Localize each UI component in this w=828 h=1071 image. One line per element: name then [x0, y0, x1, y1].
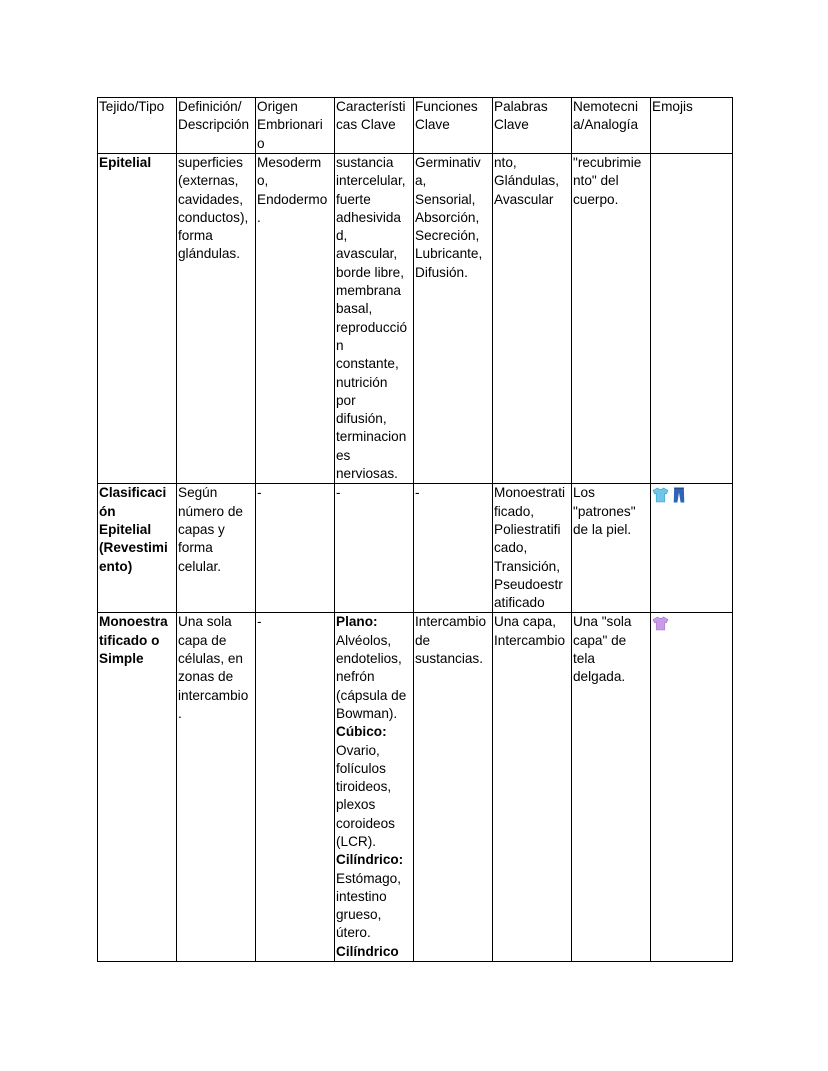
- text-line: útero.: [336, 925, 371, 941]
- text-line: Característi: [336, 99, 406, 114]
- cilindrico-label: [336, 851, 413, 869]
- text-line: cas Clave: [336, 117, 396, 133]
- header-cell-caracteristicas: [335, 98, 414, 154]
- text-line: -: [415, 485, 420, 501]
- definicion-text: [178, 613, 255, 723]
- text-line: terminacion: [336, 429, 407, 445]
- palabras-text: [494, 484, 571, 612]
- text-line: Una sola: [178, 614, 232, 630]
- text-line: n: [336, 337, 344, 353]
- text-line: capa" de: [573, 632, 627, 648]
- funciones-text: [415, 154, 492, 282]
- nemotecnia-text: [573, 154, 650, 209]
- text-line: Intercambio: [415, 614, 487, 630]
- text-line: capas y: [178, 521, 225, 537]
- text-line: cado,: [494, 540, 528, 556]
- header-cell-emojis: [651, 98, 733, 154]
- text-line: es: [336, 447, 351, 463]
- header-tipo-text: [99, 98, 176, 116]
- text-line: "recubrimie: [573, 155, 642, 170]
- text-line: cuerpo.: [573, 191, 619, 207]
- text-line: de la piel.: [573, 521, 632, 537]
- caracteristicas-text: [336, 154, 413, 483]
- header-cell-nemotecnia: [572, 98, 651, 154]
- text-line: grueso,: [336, 907, 382, 923]
- text-line: celular.: [178, 558, 222, 574]
- text-line: número de: [178, 503, 243, 519]
- cell-nemotecnia: [572, 484, 651, 613]
- text-line: ficado,: [494, 503, 535, 519]
- text-line: (externas,: [178, 173, 239, 189]
- text-line: atificado: [494, 595, 545, 611]
- cell-origen: [256, 154, 335, 484]
- text-line: Transición,: [494, 558, 560, 574]
- row-title-epitelial: [99, 154, 176, 172]
- text-line: .: [178, 705, 182, 721]
- tshirt-icon: [652, 616, 669, 636]
- table-row-epitelial: [98, 154, 733, 484]
- header-cell-definicion: [177, 98, 256, 154]
- text-line: Epitelial: [99, 521, 152, 537]
- text-line: Secreción,: [415, 228, 480, 244]
- text-line: superficies: [178, 155, 243, 170]
- text-line: Germinativ: [415, 155, 481, 170]
- cell-tipo: [98, 484, 177, 613]
- text-line: células, en: [178, 651, 243, 667]
- text-line: Una capa,: [494, 614, 556, 630]
- funciones-text: [415, 484, 492, 502]
- header-definicion-text: [178, 98, 255, 135]
- text-line: capa de: [178, 632, 227, 648]
- text-line: d,: [336, 228, 348, 244]
- cell-caracteristicas: [335, 484, 414, 613]
- text-line: Palabras: [494, 99, 548, 114]
- cell-emojis: [651, 613, 733, 962]
- text-line: Alvéolos,: [336, 632, 392, 648]
- text-line: Lubricante,: [415, 246, 483, 262]
- text-line: intestino: [336, 888, 387, 904]
- text-line: Difusión.: [415, 264, 468, 280]
- text-line: fuerte: [336, 191, 371, 207]
- cell-origen: [256, 613, 335, 962]
- text-line: constante,: [336, 356, 399, 372]
- cubico-label: [336, 723, 413, 741]
- text-line: Poliestratifi: [494, 521, 561, 537]
- jeans-icon: [673, 487, 685, 508]
- text-line: Funciones: [415, 99, 478, 114]
- text-line: Avascular: [494, 191, 554, 207]
- text-line: Tejido/Tipo: [99, 99, 165, 114]
- text-line: Emojis: [652, 99, 693, 114]
- text-line: Endodermo: [257, 191, 328, 207]
- text-line: avascular,: [336, 246, 398, 262]
- origen-text: [257, 154, 334, 227]
- cell-tipo: [98, 613, 177, 962]
- shirt-icon: [652, 487, 669, 508]
- table-row-monoestratificado: [98, 613, 733, 962]
- text-line: Embrionari: [257, 117, 323, 133]
- notes-table: [97, 97, 733, 962]
- text-line: tificado o: [99, 632, 160, 648]
- text-line: reproducció: [336, 319, 408, 335]
- text-line: sustancias.: [415, 651, 484, 667]
- text-line: (LCR).: [336, 833, 377, 849]
- text-line: cavidades,: [178, 191, 243, 207]
- header-cell-origen: [256, 98, 335, 154]
- cell-palabras: [493, 484, 572, 613]
- header-cell-palabras: [493, 98, 572, 154]
- header-origen-text: [257, 98, 334, 153]
- nemotecnia-text: [573, 484, 650, 539]
- palabras-text: [494, 613, 571, 650]
- cell-definicion: [177, 484, 256, 613]
- text-line: Nemotecni: [573, 99, 638, 114]
- text-line: conductos),: [178, 209, 249, 225]
- text-line: plexos: [336, 797, 376, 813]
- text-line: basal,: [336, 301, 373, 317]
- text-line: zonas de: [178, 669, 234, 685]
- origen-text: [257, 613, 334, 631]
- text-line: Monoestrati: [494, 485, 566, 501]
- cilindrico-text: [336, 870, 413, 943]
- text-line: folículos: [336, 760, 386, 776]
- nemotecnia-text: [573, 613, 650, 686]
- text-line: intercelular,: [336, 173, 406, 189]
- text-line: Estómago,: [336, 870, 401, 886]
- header-nemotecnia-text: [573, 98, 650, 135]
- text-line: Cúbico:: [336, 724, 387, 740]
- row-title-clasificacion: [99, 484, 176, 575]
- text-line: forma: [178, 228, 213, 244]
- text-line: (Revestimi: [99, 540, 168, 556]
- text-line: -: [336, 485, 341, 501]
- header-cell-funciones: [414, 98, 493, 154]
- plano-label: [336, 613, 413, 631]
- header-funciones-text: [415, 98, 492, 135]
- text-line: ón: [99, 503, 116, 519]
- text-line: adhesivida: [336, 209, 401, 225]
- cell-nemotecnia: [572, 154, 651, 484]
- cell-funciones: [414, 613, 493, 962]
- definicion-text: [178, 484, 255, 575]
- text-line: Epitelial: [99, 155, 152, 170]
- text-line: Definición/: [178, 99, 242, 114]
- text-line: tela: [573, 651, 595, 667]
- text-line: Origen: [257, 99, 298, 114]
- text-line: nefrón: [336, 669, 375, 685]
- text-line: Monoestra: [99, 614, 168, 630]
- cell-definicion: [177, 613, 256, 962]
- text-line: Glándulas,: [494, 173, 559, 189]
- text-line: (cápsula de: [336, 687, 407, 703]
- text-line: Plano:: [336, 614, 378, 630]
- text-line: Clave: [415, 117, 450, 133]
- text-line: Clave: [494, 117, 529, 133]
- text-line: sustancia: [336, 155, 394, 170]
- cell-origen: [256, 484, 335, 613]
- cell-nemotecnia: [572, 613, 651, 962]
- text-line: Clasificaci: [99, 485, 167, 501]
- cubico-text: [336, 742, 413, 852]
- text-line: Según: [178, 485, 218, 501]
- text-line: de: [415, 632, 431, 648]
- text-line: Descripción: [178, 117, 250, 133]
- cell-funciones: [414, 154, 493, 484]
- text-line: ento): [99, 558, 133, 574]
- text-line: o,: [257, 173, 269, 189]
- text-line: nto,: [494, 155, 517, 170]
- text-line: Cilíndrico:: [336, 852, 404, 868]
- text-line: -: [257, 614, 262, 630]
- cell-caracteristicas: [335, 613, 414, 962]
- text-line: Simple: [99, 651, 144, 667]
- definicion-text: [178, 154, 255, 264]
- text-line: difusión,: [336, 411, 387, 427]
- text-line: a,: [415, 173, 427, 189]
- cell-tipo: [98, 154, 177, 484]
- text-line: .: [257, 209, 261, 225]
- cilindrico-second-label: [336, 943, 413, 961]
- text-line: Cilíndrico: [336, 943, 399, 959]
- text-line: nutrición: [336, 374, 388, 390]
- cell-emojis: [651, 154, 733, 484]
- text-line: Ovario,: [336, 742, 380, 758]
- text-line: Intercambio: [494, 632, 566, 648]
- origen-text: [257, 484, 334, 502]
- cell-palabras: [493, 613, 572, 962]
- text-line: Los: [573, 485, 595, 501]
- cell-caracteristicas: [335, 154, 414, 484]
- text-line: tiroideos,: [336, 779, 392, 795]
- header-emojis-text: [652, 98, 732, 116]
- cell-funciones: [414, 484, 493, 613]
- text-line: intercambio: [178, 687, 249, 703]
- row-title-monoestratificado: [99, 613, 176, 668]
- cell-definicion: [177, 154, 256, 484]
- text-line: Pseudoestr: [494, 576, 563, 592]
- cell-emojis: [651, 484, 733, 613]
- text-line: nerviosas.: [336, 466, 398, 482]
- text-line: Mesoderm: [257, 155, 322, 170]
- palabras-text: [494, 154, 571, 209]
- funciones-text: [415, 613, 492, 668]
- text-line: Sensorial,: [415, 191, 476, 207]
- text-line: Absorción,: [415, 209, 480, 225]
- header-cell-tipo: [98, 98, 177, 154]
- text-line: por: [336, 392, 356, 408]
- text-line: delgada.: [573, 669, 626, 685]
- text-line: membrana: [336, 283, 401, 299]
- header-palabras-text: [494, 98, 571, 135]
- text-line: endotelios,: [336, 651, 402, 667]
- cell-palabras: [493, 154, 572, 484]
- header-caracteristicas-text: [336, 98, 413, 135]
- text-line: forma: [178, 540, 213, 556]
- text-line: "patrones": [573, 503, 636, 519]
- header-row: [98, 98, 733, 154]
- plano-text: [336, 632, 413, 723]
- table-row-clasificacion: [98, 484, 733, 613]
- caracteristicas-text: [336, 484, 413, 502]
- text-line: o: [257, 135, 265, 151]
- text-line: glándulas.: [178, 246, 240, 262]
- text-line: Bowman).: [336, 705, 398, 721]
- text-line: borde libre,: [336, 264, 405, 280]
- text-line: Una "sola: [573, 614, 632, 630]
- text-line: coroideos: [336, 815, 395, 831]
- text-line: nto" del: [573, 173, 619, 189]
- text-line: -: [257, 485, 262, 501]
- text-line: a/Analogía: [573, 117, 639, 133]
